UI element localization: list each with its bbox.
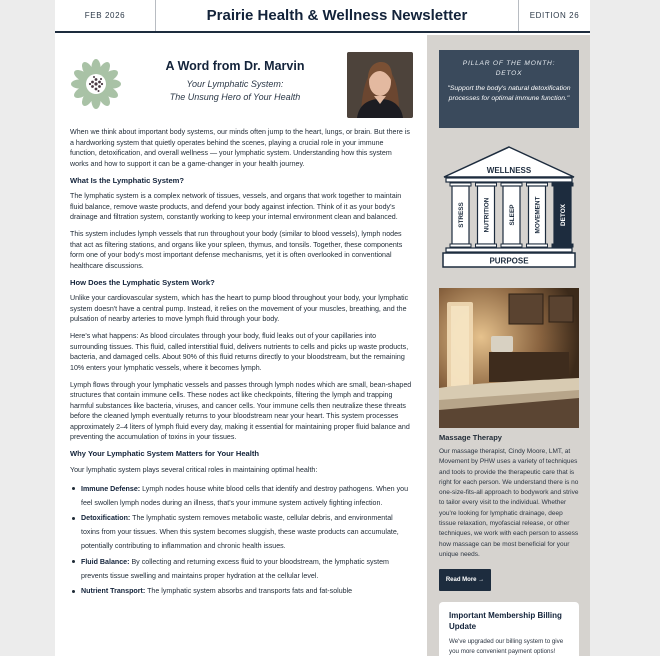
list-item: Fluid Balance: By collecting and returning excess fluid to your bloodstream, the lymphatic system prevents tissue swelling and maintains proper hydration at the cellular level. xyxy=(70,555,412,583)
benefits-list xyxy=(70,482,412,599)
temple-column-movement xyxy=(527,183,548,247)
article-paragraph: The lymphatic system is a complex network of tissues, vessels, and organs that work together to maintain fluid balance, remove waste products, and defend your body against infection. Think of it as your body's drainage and filtration system, constantly working to keep your internal environment clean and balanced. xyxy=(70,192,402,221)
massage-therapy-title: Massage Therapy xyxy=(439,433,502,442)
temple-column-sleep xyxy=(501,183,522,247)
massage-room-image xyxy=(439,288,579,428)
billing-update-title: Important Membership Billing Update xyxy=(449,611,562,631)
read-more-button[interactable]: Read More → xyxy=(439,569,491,591)
massage-therapy-text: Our massage therapist, Cindy Moore, LMT, at Movement by PHW uses a variety of techniques and tools to provide the therapeutic care that is right for each person. We understand there is no one-size-fits-all approach to bodywork and strive to tailor every visit to the individual. Whether you're looking for lymphatic drainage, deep tissue relaxation, myofascial release, or other techniques, we work with each person to assess how massage can be most beneficial for your unique needs. xyxy=(439,448,579,558)
article-subheading: What Is the Lymphatic System? xyxy=(70,175,185,185)
article-paragraph: Lymph flows through your lymphatic vessels and passes through lymph nodes which are small, bean-shaped structures that contain immune cells. These nodes act like checkpoints, filtering the lymph and trapping harmful substances like bacteria, viruses, and cancer cells. Your immune cells then neutralize these threats before the cleaned lymph eventually returns to your bloodstream near your heart. This system processes approximately 2–4 liters of lymph fluid every day, making it essential for maintaining proper fluid balance and preventing the accumulation of toxins in your tissues. xyxy=(70,380,412,441)
temple-column-nutrition xyxy=(476,183,497,247)
pillar-label: PILLAR OF THE MONTH: DETOX xyxy=(462,60,556,77)
article-paragraph: Unlike your cardiovascular system, which has the heart to pump blood throughout your body, your lymphatic system doesn't have a central pump. Instead, it relies on the movement of your muscles, breathing, and the pulsation of nearby arteries to move lymph fluid through your body. xyxy=(70,294,409,323)
list-item: Detoxification: The lymphatic system removes metabolic waste, cellular debris, and environmental toxins from your tissues. When this system becomes sluggish, these waste products can accumulate, potentially contributing to inflammation and chronic health issues. xyxy=(70,511,412,553)
list-item: Nutrient Transport: The lymphatic system absorbs and transports fats and fat-soluble xyxy=(70,584,412,598)
article-body xyxy=(70,127,412,600)
intro-subtitle: Your Lymphatic System: The Unsung Hero of Your Health xyxy=(169,79,301,102)
billing-update-card xyxy=(439,602,579,656)
article-subheading: How Does the Lymphatic System Work? xyxy=(70,277,215,287)
newsletter-header xyxy=(55,0,590,33)
issue-date: FEB 2026 xyxy=(55,0,156,31)
article-paragraph: When we think about important body systems, our minds often jump to the heart, lungs, or brain. But there is a hardworking system that quietly operates behind the scenes, playing a crucial role in your immune function, detoxification, and overall wellness — your lymphatic system. Understanding how this system works and how to support it can be a game-changer in your health journey. xyxy=(70,128,410,168)
pillar-quote: "Support the body's natural detoxification processes for optimal immune function." xyxy=(447,85,571,102)
newsletter-title: Prairie Health & Wellness Newsletter xyxy=(206,7,468,24)
billing-update-text: We've upgraded our billing system to give you more convenient payment options! xyxy=(449,638,564,655)
sidebar xyxy=(427,35,590,656)
section-title: A Word from Dr. Marvin xyxy=(165,59,305,73)
temple-column-stress xyxy=(450,183,471,247)
temple-column-detox xyxy=(552,183,573,247)
list-item: Immune Defense: Lymph nodes house white blood cells that identify and destroy pathogens. When you feel swollen lymph nodes during an illness, that's your immune system actively fighting infection. xyxy=(70,482,412,510)
main-column xyxy=(55,35,427,656)
temple-column-label: STRESS xyxy=(458,202,465,228)
article-subheading: Why Your Lymphatic System Matters for Your Health xyxy=(70,449,260,458)
article-paragraph: Your lymphatic system plays several critical roles in maintaining optimal health: xyxy=(70,465,318,474)
pillar-of-month-box xyxy=(439,50,579,128)
article-paragraph: Here's what happens: As blood circulates through your body, fluid leaks out of your capillaries into surrounding tissues. This fluid, called interstitial fluid, delivers nutrients to cells and picks up waste products, bacteria, and damaged cells. About 90% of this fluid returns directly to your bloodstream, but the remaining 10% enters your lymphatic vessels, where it becomes lymph. xyxy=(70,332,409,372)
doctor-portrait-image xyxy=(347,52,413,118)
edition-number: EDITION 26 xyxy=(518,0,590,31)
wellness-pillars-diagram xyxy=(440,145,578,271)
flower-logo-icon xyxy=(70,58,122,110)
article-paragraph: This system includes lymph vessels that run throughout your body (similar to blood vessels), lymph nodes that act as filtering stations, and organs like your spleen, thymus, and tonsils. Together, these components form one of your body's most important defense mechanisms, yet it is often overlooked in conventional healthcare discussions. xyxy=(70,230,403,270)
intro-heading-block xyxy=(150,59,320,104)
temple-roof-label: WELLNESS xyxy=(486,166,532,175)
temple-base-label: PURPOSE xyxy=(489,256,529,266)
temple-column-label: SLEEP xyxy=(509,204,516,226)
temple-column-label: NUTRITION xyxy=(483,197,491,233)
temple-column-label: MOVEMENT xyxy=(534,196,542,234)
temple-column-label: DETOX xyxy=(560,204,567,226)
newsletter-page xyxy=(55,0,590,656)
